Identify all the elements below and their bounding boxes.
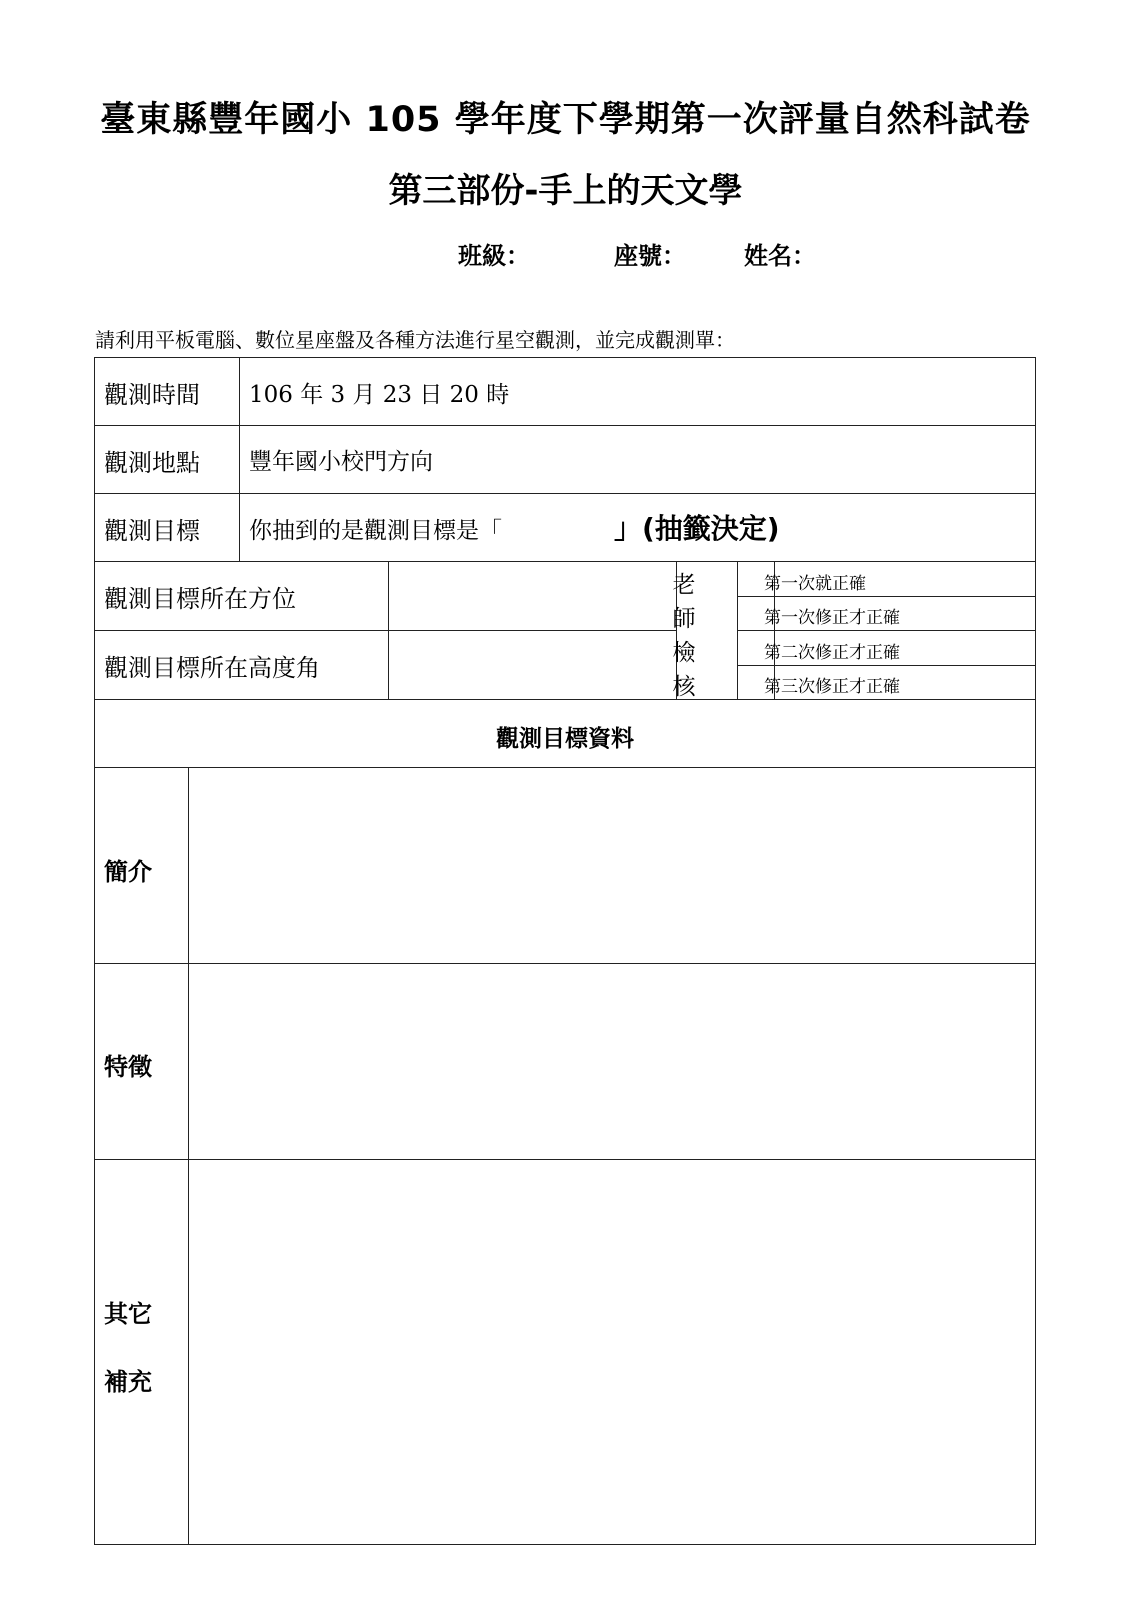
teacher-check-char-2: 師: [672, 606, 696, 632]
intro-label: 簡介: [104, 858, 152, 886]
instruction-text: 請利用平板電腦、數位星座盤及各種方法進行星空觀測，並完成觀測單：: [95, 328, 735, 352]
place-value: 豐年國小校門方向: [249, 449, 433, 475]
teacher-check-char-4: 核: [672, 674, 696, 700]
target-label: 觀測目標: [104, 517, 200, 545]
check-option-3: 第二次修正才正確: [764, 643, 900, 663]
check-option-1: 第一次就正確: [764, 574, 866, 594]
target-prompt: 你抽到的是觀測目標是「: [249, 518, 502, 544]
check-option-4: 第三次修正才正確: [764, 677, 900, 697]
target-lottery-note: 」(抽籤決定): [614, 512, 780, 545]
exam-subtitle: 第三部份-手上的天文學: [388, 171, 743, 211]
time-label: 觀測時間: [104, 381, 200, 409]
section-title: 觀測目標資料: [496, 726, 634, 752]
class-label: 班級：: [458, 242, 530, 270]
supplement-label: 補充: [104, 1368, 152, 1396]
seat-label: 座號：: [614, 242, 686, 270]
teacher-check-char-3: 檢: [672, 640, 696, 666]
feature-label: 特徵: [104, 1053, 152, 1081]
teacher-check-char-1: 老: [672, 572, 696, 598]
name-label: 姓名：: [744, 242, 816, 270]
direction-label: 觀測目標所在方位: [104, 585, 296, 613]
exam-title: 臺東縣豐年國小 105 學年度下學期第一次評量自然科試卷: [100, 100, 1031, 140]
other-label: 其它: [104, 1300, 152, 1328]
altitude-label: 觀測目標所在高度角: [104, 654, 320, 682]
observation-form-table: [94, 357, 1036, 1545]
place-label: 觀測地點: [104, 449, 200, 477]
time-value: 106 年 3 月 23 日 20 時: [249, 382, 510, 408]
check-option-2: 第一次修正才正確: [764, 608, 900, 628]
